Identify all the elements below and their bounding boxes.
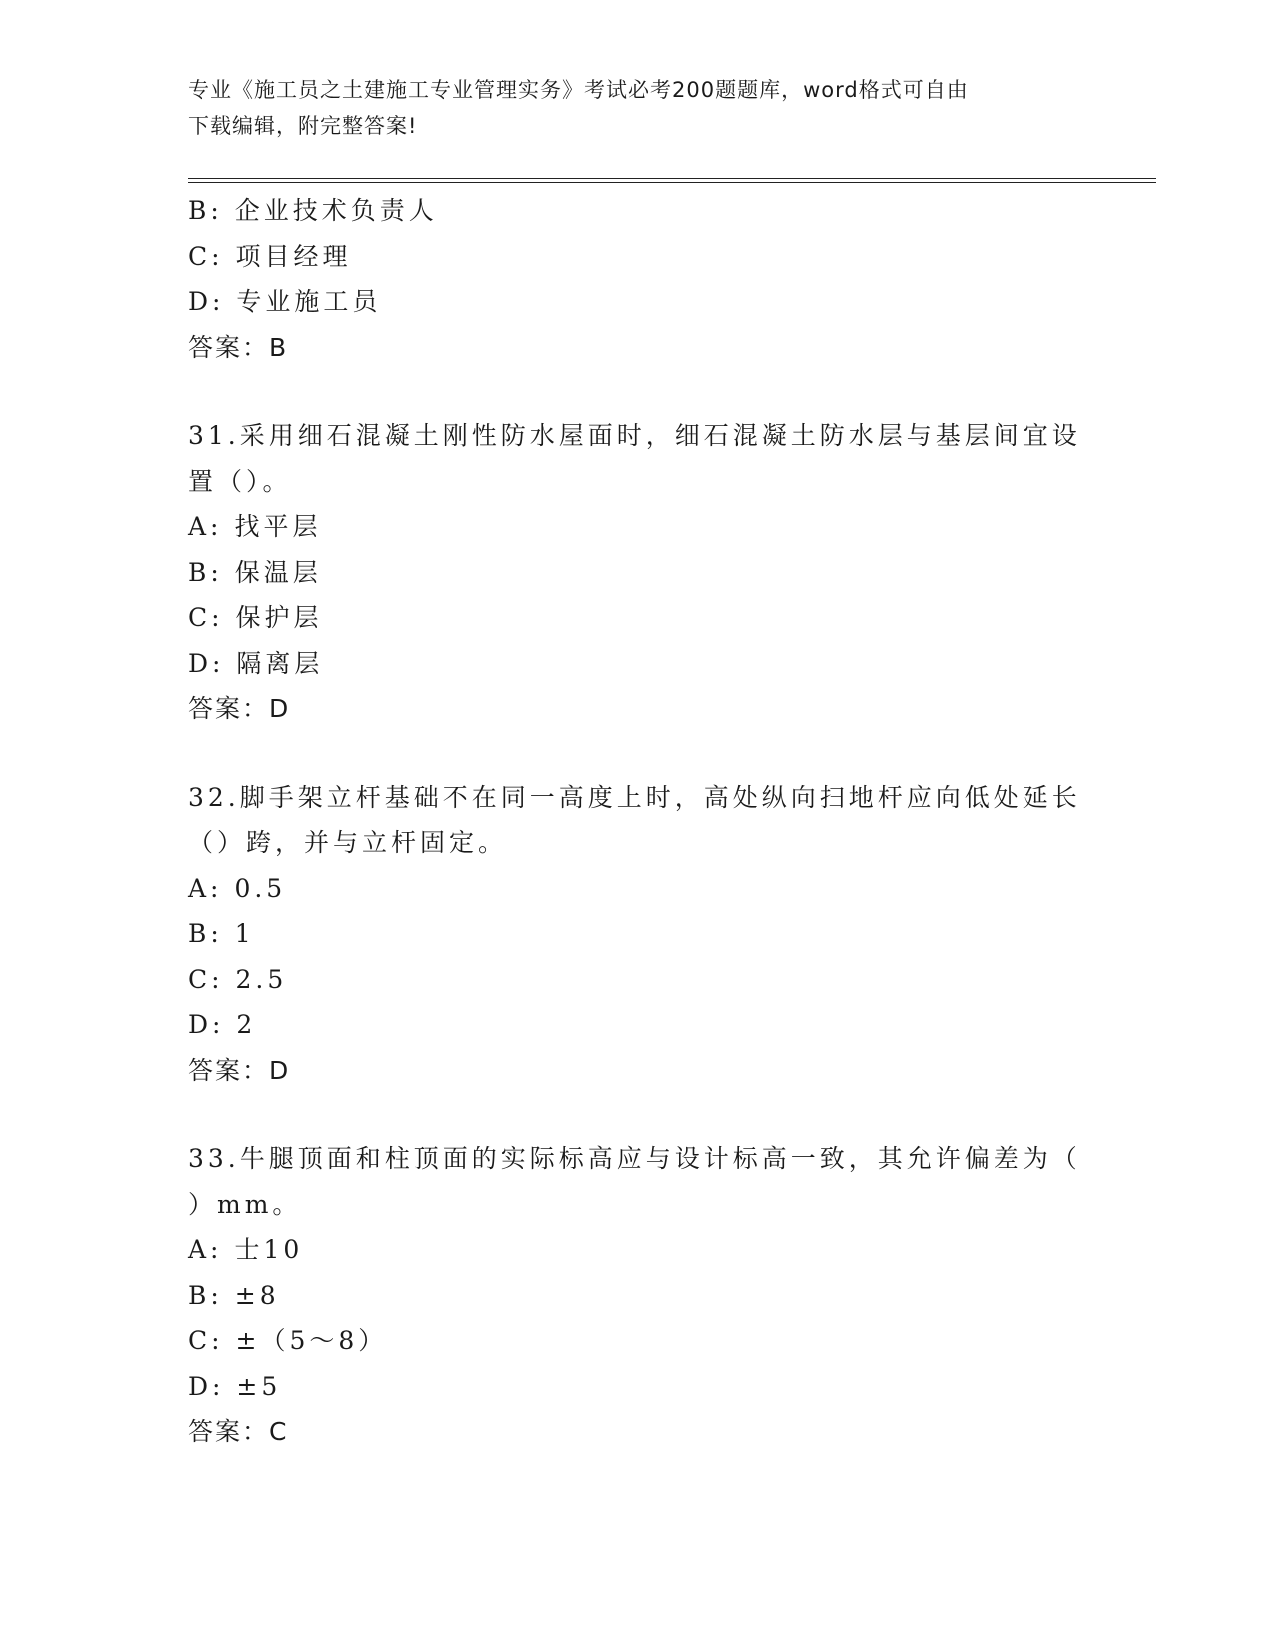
option-b: [188, 1273, 1088, 1319]
option-label: A:: [188, 1235, 223, 1264]
option-text: 保温层: [234, 557, 322, 587]
option-text: ±（5～8）: [235, 1326, 388, 1355]
answer-line: 答案：D: [188, 694, 291, 723]
option-d: [188, 1364, 1088, 1410]
question-stem-line-2: ）mm。: [188, 1189, 302, 1219]
answer-line: 答案：B: [188, 332, 289, 362]
document-header: [188, 72, 1068, 144]
option-text: 1: [234, 919, 255, 948]
header-line-1: 专业《施工员之土建施工专业管理实务》考试必考200题题库，word格式可自由: [188, 78, 969, 102]
option-label: B:: [188, 557, 223, 587]
option-d: [188, 1002, 1088, 1048]
option-label: D:: [188, 287, 225, 316]
option-label: D:: [188, 1010, 225, 1039]
option-label: A:: [188, 873, 223, 903]
option-b: [188, 911, 1088, 957]
question-stem-line-1: 33.牛腿顶面和柱顶面的实际标高应与设计标高一致，其允许偏差为（: [188, 1144, 1081, 1173]
header-line-2: 下载编辑，附完整答案!: [188, 114, 418, 138]
answer-line: 答案：D: [188, 1055, 291, 1085]
option-label: B:: [188, 196, 223, 225]
option-d: [188, 641, 1088, 687]
option-text: 0.5: [234, 873, 287, 903]
option-text: 项目经理: [235, 241, 352, 271]
option-label: D:: [188, 1371, 225, 1401]
option-c: [188, 1318, 1088, 1364]
question-content: [188, 188, 1088, 1455]
option-text: ±8: [234, 1280, 280, 1310]
question-31: [188, 413, 1088, 732]
previous-question-tail: [188, 188, 1088, 370]
option-label: C:: [188, 603, 224, 632]
option-label: D:: [188, 648, 225, 678]
question-stem-line-2: （）跨，并与立杆固定。: [188, 828, 508, 857]
question-stem-line-2: 置（）。: [188, 466, 292, 496]
option-a: [188, 504, 1088, 550]
option-label: C:: [188, 1326, 224, 1355]
option-b: [188, 550, 1088, 596]
option-label: A:: [188, 512, 223, 541]
question-stem-line-1: 31.采用细石混凝土刚性防水屋面时，细石混凝土防水层与基层间宜设: [188, 421, 1081, 450]
option-text: 找平层: [234, 512, 322, 541]
option-label: B:: [188, 919, 223, 948]
answer-line: 答案：C: [188, 1417, 289, 1446]
option-label: C:: [188, 241, 224, 271]
option-text: 企业技术负责人: [234, 196, 438, 225]
option-d: [188, 279, 1088, 325]
option-text: 2.5: [235, 964, 288, 994]
option-c: [188, 595, 1088, 641]
option-text: ±5: [236, 1371, 282, 1401]
option-a: [188, 1227, 1088, 1273]
option-text: 专业施工员: [236, 287, 382, 316]
question-32: [188, 775, 1088, 1094]
option-text: 隔离层: [236, 648, 324, 678]
option-c: [188, 234, 1088, 280]
question-33: [188, 1136, 1088, 1455]
option-text: 2: [236, 1010, 257, 1039]
header-double-rule: [188, 178, 1156, 183]
question-stem-line-1: 32.脚手架立杆基础不在同一高度上时，高处纵向扫地杆应向低处延长: [188, 782, 1081, 812]
option-text: 士10: [234, 1235, 304, 1264]
option-c: [188, 957, 1088, 1003]
option-a: [188, 866, 1088, 912]
option-b: [188, 188, 1088, 234]
option-label: C:: [188, 964, 224, 994]
option-label: B:: [188, 1280, 223, 1310]
option-text: 保护层: [235, 603, 323, 632]
